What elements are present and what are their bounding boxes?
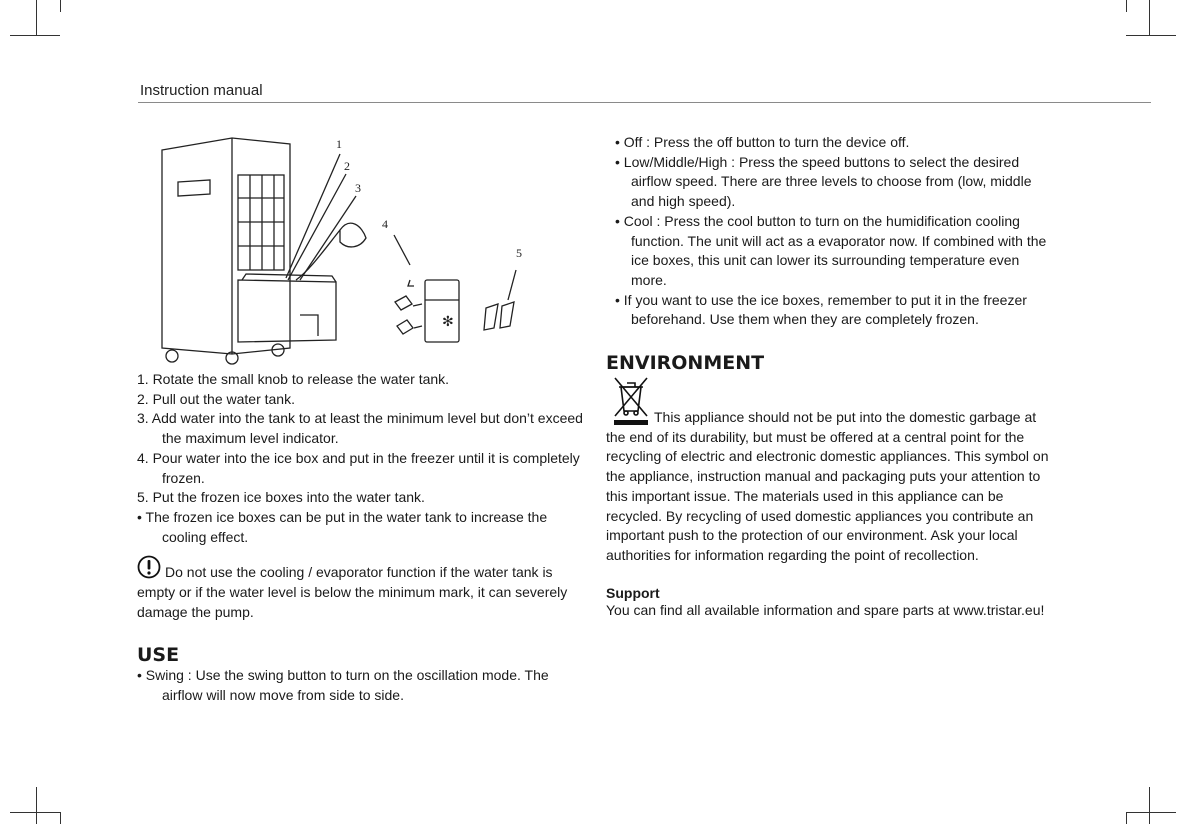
warning-icon bbox=[137, 555, 161, 579]
page-header: Instruction manual bbox=[140, 82, 263, 99]
step-item: 5. Put the frozen ice boxes into the water tank. bbox=[137, 489, 425, 506]
callout-2: 2 bbox=[344, 159, 350, 173]
callout-4: 4 bbox=[382, 217, 388, 231]
environment-heading: ENVIRONMENT bbox=[606, 352, 765, 375]
step-item: 1. Rotate the small knob to release the water tank. bbox=[137, 371, 450, 387]
support-heading: Support bbox=[606, 584, 660, 601]
use-item: • Low/Middle/High : Press the speed buttons to select the desired airflow speed. There are three levels to choose from (low, middle and high speed). bbox=[615, 153, 1032, 210]
step-item: 3. Add water into the tank to at least the minimum level but don’t exceed the maximum level indicator. bbox=[137, 410, 583, 447]
use-item: • Swing : Use the swing button to turn on the oscillation mode. The airflow will now move from side to side. bbox=[137, 667, 549, 704]
use-heading: USE bbox=[137, 644, 180, 667]
air-cooler-illustration bbox=[150, 130, 540, 370]
callout-3: 3 bbox=[355, 181, 361, 195]
environment-text: This appliance should not be put into the domestic garbage at the end of its durability, but must be offered at a central point for the recycling of electric and electronic domestic appliances. This symbol on the appliance, instruction manual and packaging puts your attention to this important issue. The materials used in this appliance can be recycled. By recycling of used domestic appliances you contribute an important push to the protection of our environment. Ask your local authorities for information regarding the point of recollection. bbox=[606, 409, 1049, 563]
callout-5: 5 bbox=[516, 246, 522, 260]
weee-bin-icon bbox=[612, 375, 650, 427]
callout-1: 1 bbox=[336, 137, 342, 151]
warning-paragraph bbox=[137, 555, 587, 622]
use-item: • If you want to use the ice boxes, remember to put it in the freezer beforehand. Use them when they are completely frozen. bbox=[615, 291, 1027, 328]
use-item: • Off : Press the off button to turn the device off. bbox=[615, 134, 910, 150]
left-column bbox=[137, 370, 587, 706]
step-item: 2. Pull out the water tank. bbox=[137, 390, 295, 407]
snowflake-icon: ✻ bbox=[442, 314, 454, 330]
step-item: 4. Pour water into the ice box and put in the freezer until it is completely frozen. bbox=[137, 449, 580, 486]
frozen-note: • The frozen ice boxes can be put in the water tank to increase the cooling effect. bbox=[137, 508, 548, 545]
right-column bbox=[606, 133, 1056, 620]
header-rule bbox=[138, 102, 1151, 103]
support-text: You can find all available information and spare parts at www.tristar.eu! bbox=[606, 601, 1045, 618]
warning-text: Do not use the cooling / evaporator function if the water tank is empty or if the water level is below the minimum mark, it can severely damage the pump. bbox=[137, 564, 568, 620]
use-item: • Cool : Press the cool button to turn on the humidification cooling function. The unit will act as a evaporator now. If combined with the ice boxes, this unit can lower its surrounding temperature even more. bbox=[615, 212, 1047, 288]
